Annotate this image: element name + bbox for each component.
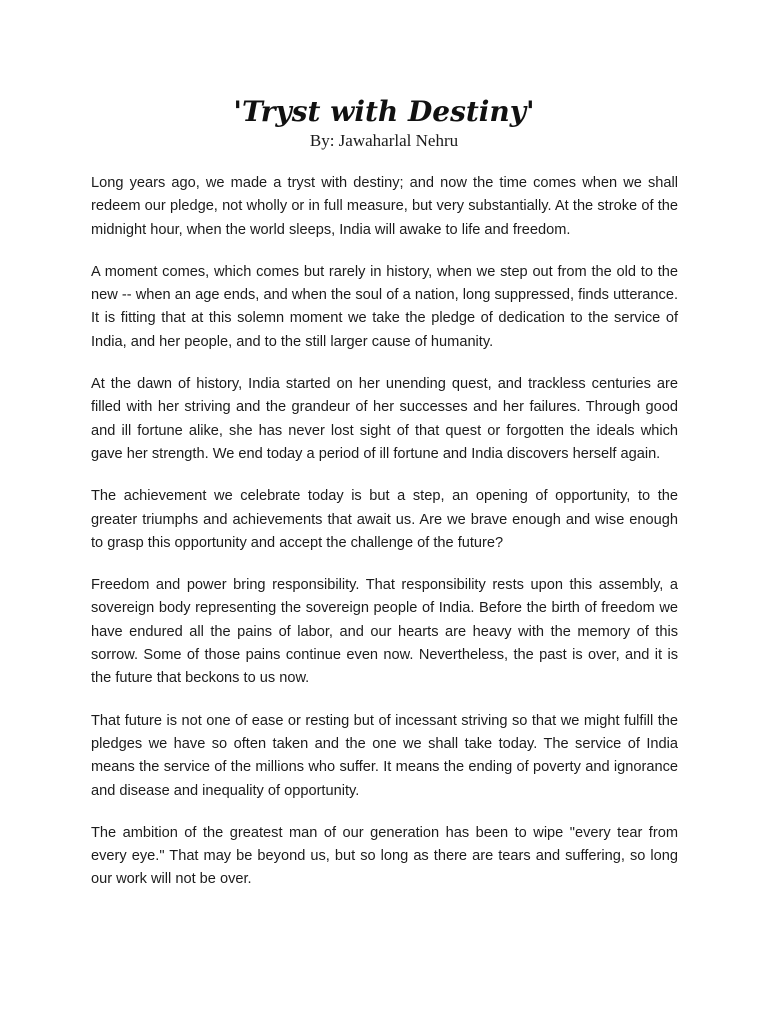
document-title: 'Tryst with Destiny' xyxy=(233,95,535,128)
paragraph-6: That future is not one of ease or resting but of incessant striving so that we might fulfill the pledges we have so often taken and the one we shall take today. The service of India means the service of the millions who suffer. It means the ending of poverty and ignorance and disease and inequality of opportunity. xyxy=(91,712,678,799)
document-byline: By: Jawaharlal Nehru xyxy=(309,131,459,150)
paragraph-2: A moment comes, which comes but rarely in history, when we step out from the old to the new -- when an age ends, and when the soul of a nation, long suppressed, finds utterance. It is fitting that at this solemn moment we take the pledge of dedication to the service of India, and her people, and to the still larger cause of humanity. xyxy=(91,263,678,350)
paragraph-5: Freedom and power bring responsibility. That responsibility rests upon this assembly, a sovereign body representing the sovereign people of India. Before the birth of freedom we have endured all the pains of labor, and our hearts are heavy with the memory of this sorrow. Some of those pains continue even now. Nevertheless, the past is over, and it is the future that beckons to us now. xyxy=(91,577,678,687)
paragraph-1: Long years ago, we made a tryst with destiny; and now the time comes when we shall redeem our pledge, not wholly or in full measure, but very substantially. At the stroke of the midnight hour, when the world sleeps, India will awake to life and freedom. xyxy=(91,175,678,238)
document-body xyxy=(91,172,678,911)
paragraph-7: The ambition of the greatest man of our generation has been to wipe "every tear from every eye." That may be beyond us, but so long as there are tears and suffering, so long our work will not be over. xyxy=(91,824,678,888)
paragraph-3: At the dawn of history, India started on her unending quest, and trackless centuries are filled with her striving and the grandeur of her successes and her failures. Through good and ill fortune alike, she has never lost sight of that quest or forgotten the ideals which gave her strength. We end today a period of ill fortune and India discovers herself again. xyxy=(91,376,678,462)
paragraph-4: The achievement we celebrate today is but a step, an opening of opportunity, to the greater triumphs and achievements that await us. Are we brave enough and wise enough to grasp this opportunity and accept the challenge of the future? xyxy=(91,488,678,551)
